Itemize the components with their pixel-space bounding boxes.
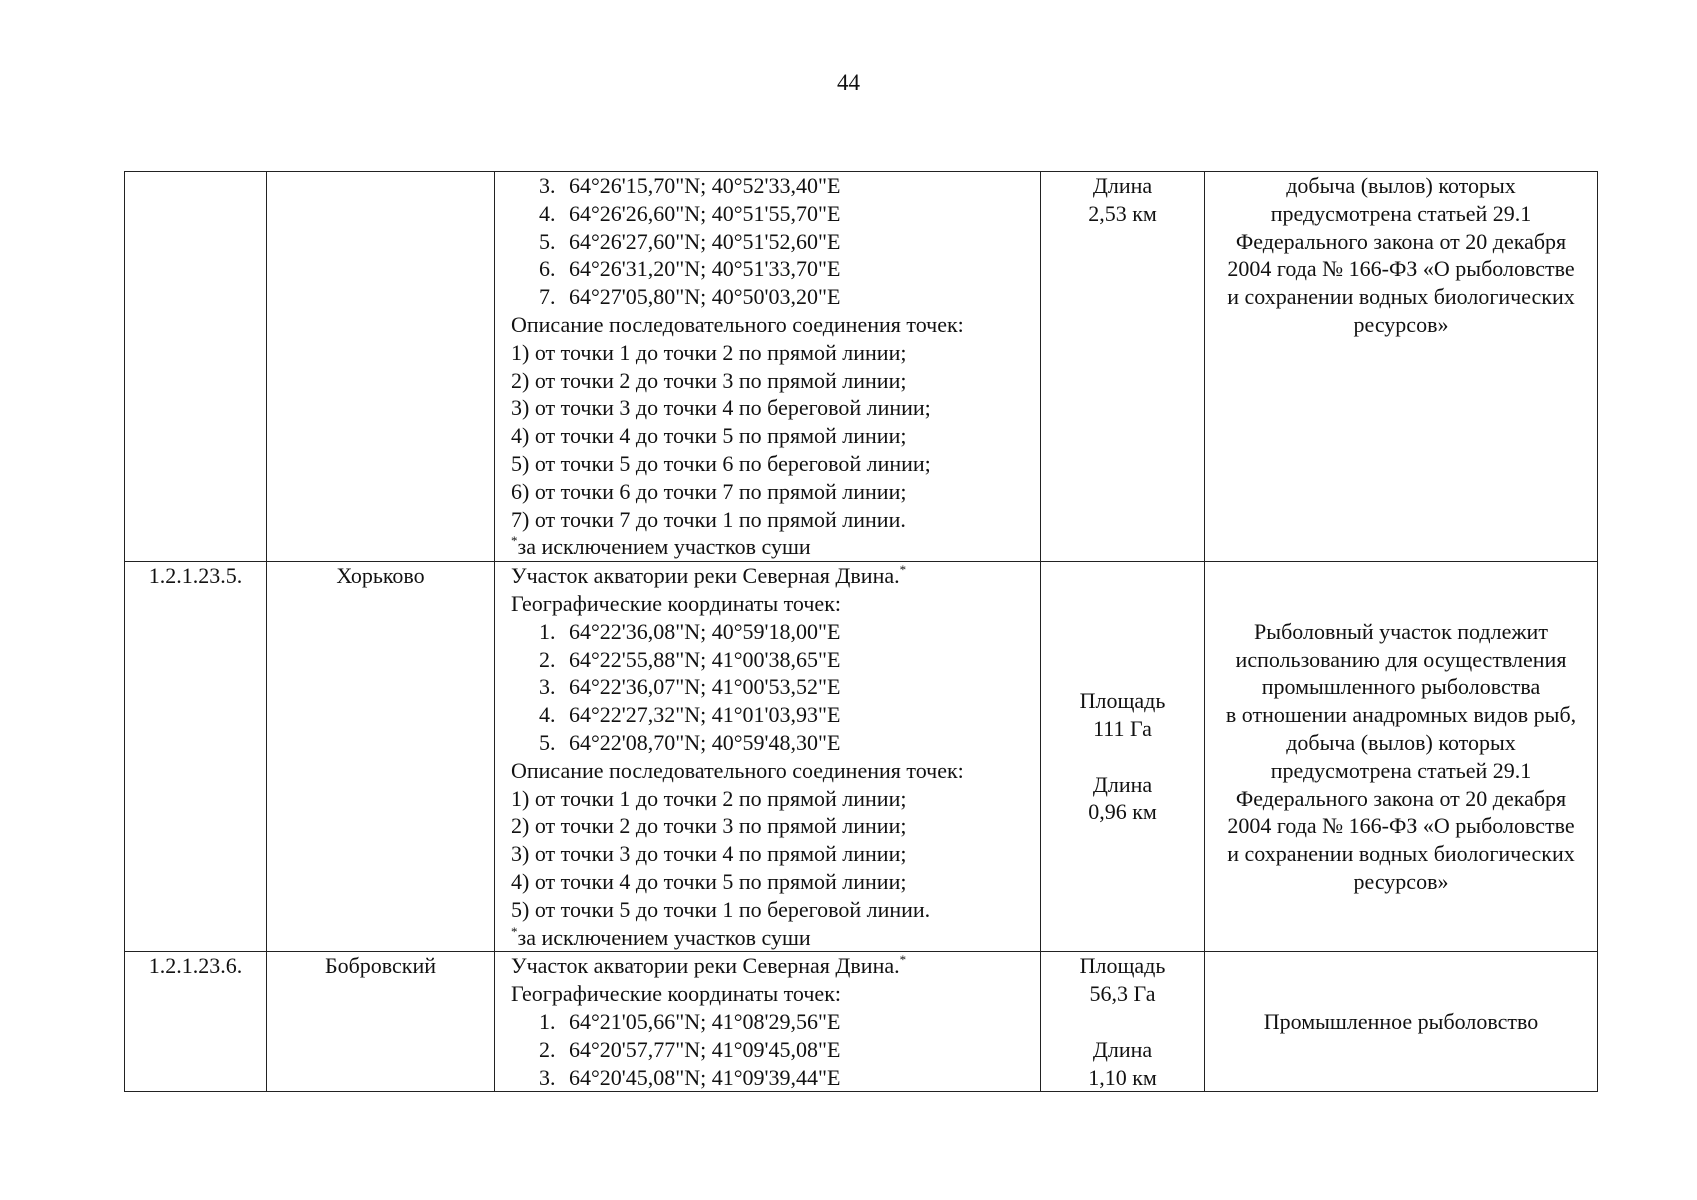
table-row	[125, 172, 1598, 562]
connection-item: 1) от точки 1 до точки 2 по прямой линии;	[511, 785, 907, 811]
connection-title: Описание последовательного соединения точек:	[511, 311, 964, 337]
coordinate-item: 3. 64°20'45,08"N; 41°09'39,44"E	[539, 1064, 841, 1090]
row-purpose-cell: Промышленное рыболовство	[1205, 952, 1598, 1092]
row-purpose-cell: добыча (вылов) которых предусмотрена статьей 29.1 Федерального закона от 20 декабря 2004 года № 166-ФЗ «О рыболовстве и сохранении водных биологических ресурсов»	[1205, 172, 1598, 562]
coordinate-item: 7. 64°27'05,80"N; 40°50'03,20"E	[539, 284, 841, 310]
coordinate-item: 2. 64°22'55,88"N; 41°00'38,65"E	[539, 646, 841, 672]
connection-item: 4) от точки 4 до точки 5 по прямой линии;	[511, 868, 907, 894]
connection-item: 2) от точки 2 до точки 3 по прямой линии;	[511, 367, 907, 393]
footnote: *за исключением участков суши	[511, 533, 811, 560]
connection-item: 3) от точки 3 до точки 4 по прямой линии;	[511, 841, 907, 867]
coordinate-item: 3. 64°22'36,07"N; 41°00'53,52"E	[539, 674, 841, 700]
description-intro: Участок акватории реки Северная Двина.*	[511, 562, 907, 589]
connection-title: Описание последовательного соединения точек:	[511, 757, 964, 783]
coordinate-item: 3. 64°26'15,70"N; 40°52'33,40"E	[539, 173, 841, 198]
row-size-cell: Площадь 56,3 Га Длина 1,10 км	[1041, 952, 1205, 1092]
row-size-cell: Площадь 111 Га Длина 0,96 км	[1041, 562, 1205, 952]
coordinate-item: 6. 64°26'31,20"N; 40°51'33,70"E	[539, 256, 841, 282]
connection-item: 5) от точки 5 до точки 6 по береговой линии;	[511, 450, 931, 476]
coordinate-item: 1. 64°22'36,08"N; 40°59'18,00"E	[539, 618, 841, 644]
connection-item: 1) от точки 1 до точки 2 по прямой линии;	[511, 339, 907, 365]
coordinate-item: 1. 64°21'05,66"N; 41°08'29,56"E	[539, 1008, 841, 1034]
description-intro: Географические координаты точек:	[511, 981, 841, 1007]
footnote: *за исключением участков суши	[511, 923, 811, 950]
row-size-cell: Длина 2,53 км	[1041, 172, 1205, 562]
row-description-cell	[495, 172, 1041, 562]
coordinate-item: 5. 64°26'27,60"N; 40°51'52,60"E	[539, 228, 841, 254]
row-description-cell	[495, 562, 1041, 952]
description-intro: Географические координаты точек:	[511, 590, 841, 616]
connection-item: 2) от точки 2 до точки 3 по прямой линии;	[511, 813, 907, 839]
row-id-cell: 1.2.1.23.5.	[125, 562, 267, 952]
row-id-cell	[125, 172, 267, 562]
description-intro: Участок акватории реки Северная Двина.*	[511, 952, 907, 979]
row-name-cell: Хорьково	[267, 562, 495, 952]
coordinate-item: 4. 64°22'27,32"N; 41°01'03,93"E	[539, 702, 841, 728]
fishing-areas-table	[124, 171, 1598, 1092]
row-name-cell	[267, 172, 495, 562]
row-description-cell	[495, 952, 1041, 1092]
row-id-cell: 1.2.1.23.6.	[125, 952, 267, 1092]
row-name-cell: Бобровский	[267, 952, 495, 1092]
connection-item: 3) от точки 3 до точки 4 по береговой линии;	[511, 395, 931, 421]
table-row	[125, 952, 1598, 1092]
coordinate-item: 4. 64°26'26,60"N; 40°51'55,70"E	[539, 200, 841, 226]
connection-item: 4) от точки 4 до точки 5 по прямой линии;	[511, 423, 907, 449]
connection-item: 7) от точки 7 до точки 1 по прямой линии.	[511, 506, 906, 532]
coordinate-item: 2. 64°20'57,77"N; 41°09'45,08"E	[539, 1036, 841, 1062]
page-number: 44	[837, 70, 860, 95]
row-purpose-cell: Рыболовный участок подлежит использованию для осуществления промышленного рыболовства в отношении анадромных видов рыб, добыча (вылов) которых предусмотрена статьей 29.1 Федерального закона от 20 декабря 2004 года № 166-ФЗ «О рыболовстве и сохранении водных биологических ресурсов»	[1205, 562, 1598, 952]
connection-item: 5) от точки 5 до точки 1 по береговой линии.	[511, 896, 931, 922]
connection-item: 6) от точки 6 до точки 7 по прямой линии;	[511, 478, 907, 504]
table-row	[125, 562, 1598, 952]
coordinate-item: 5. 64°22'08,70"N; 40°59'48,30"E	[539, 729, 841, 755]
